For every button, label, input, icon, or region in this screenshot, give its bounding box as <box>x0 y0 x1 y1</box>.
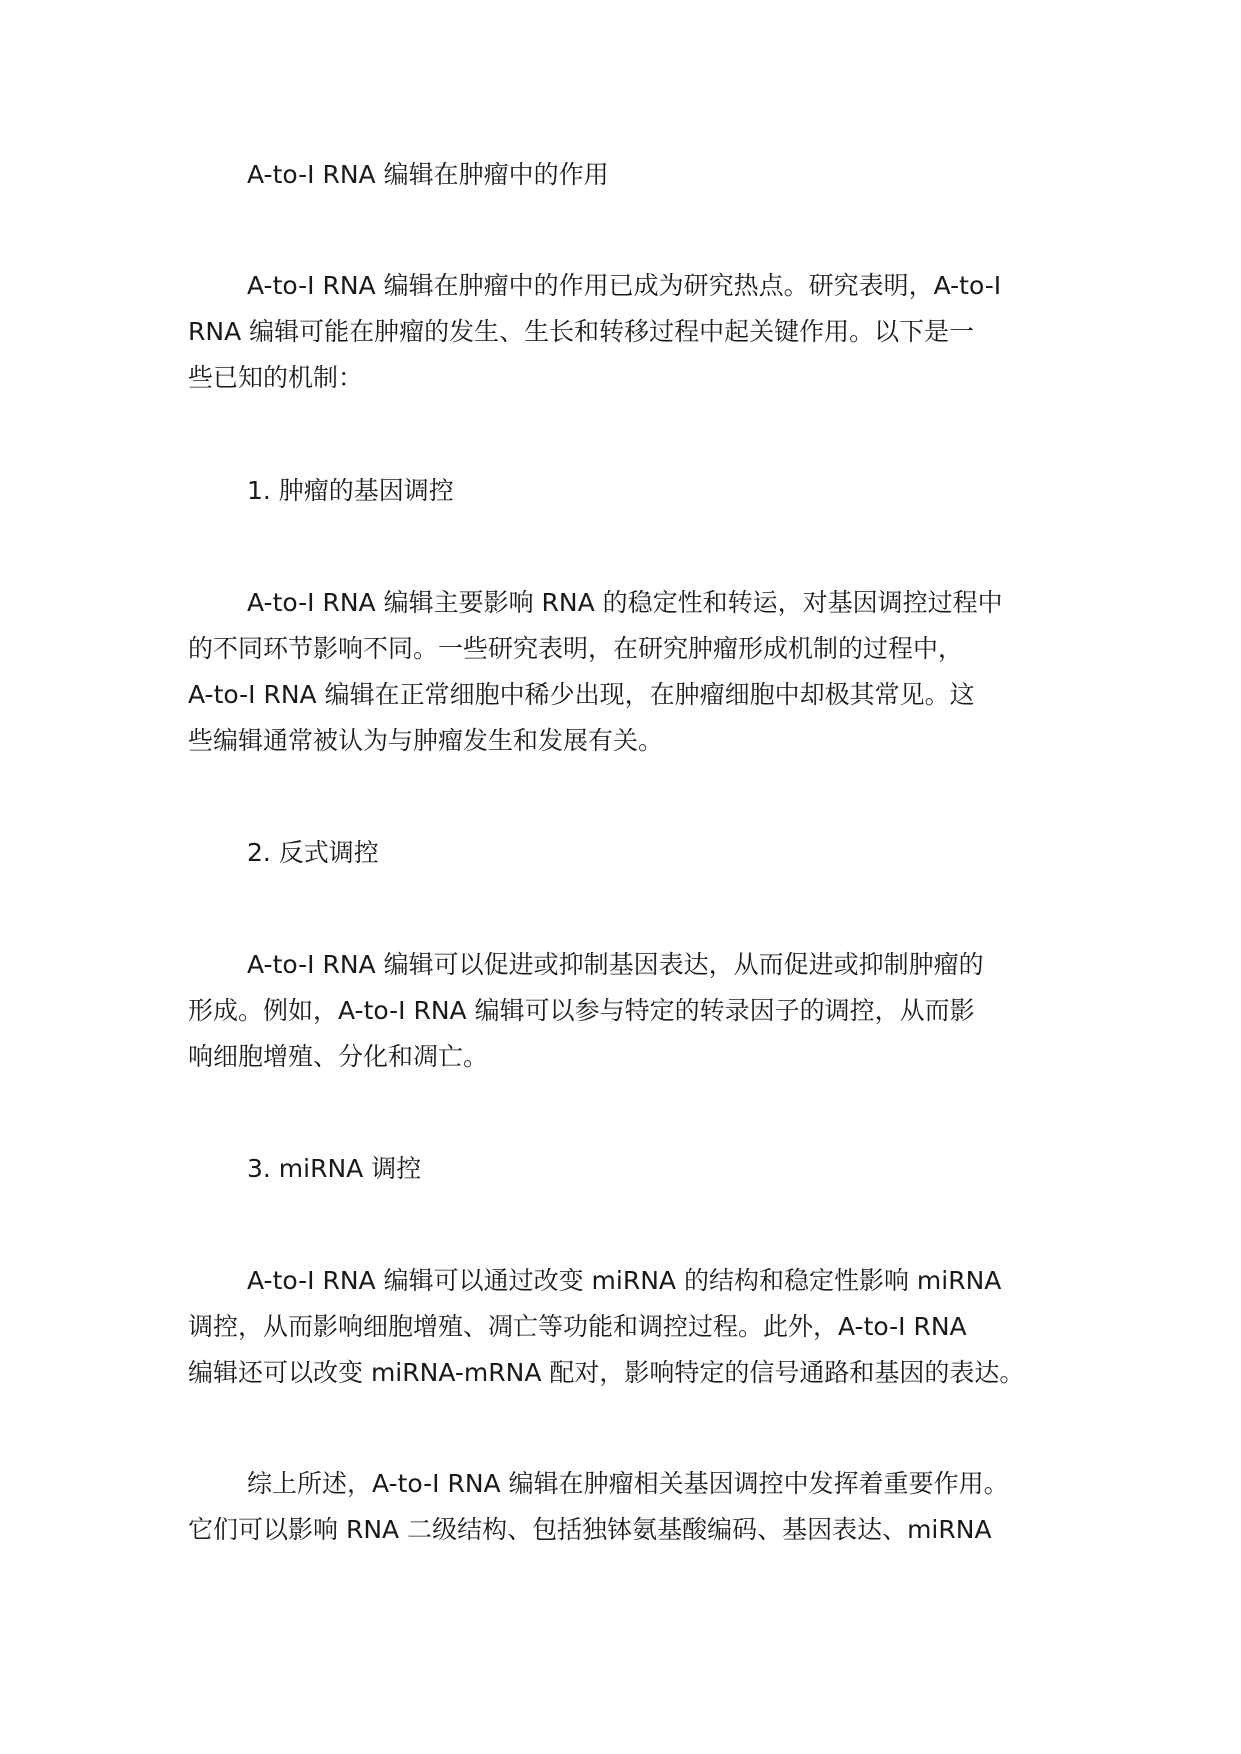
intro-line: A-to-I RNA 编辑在肿瘤中的作用已成为研究热点。研究表明，A-to-I <box>247 271 1002 300</box>
intro-line: 些已知的机制： <box>188 363 364 392</box>
section-line: A-to-I RNA 编辑在正常细胞中稀少出现，在肿瘤细胞中却极其常见。这 <box>188 680 975 709</box>
section-heading: 3. miRNA 调控 <box>247 1154 422 1183</box>
section-line: 响细胞增殖、分化和凋亡。 <box>188 1042 489 1071</box>
conclusion-line: 它们可以影响 RNA 二级结构、包括独钵氨基酸编码、基因表达、miRNA <box>188 1515 992 1544</box>
intro-line: RNA 编辑可能在肿瘤的发生、生长和转移过程中起关键作用。以下是一 <box>188 317 975 346</box>
section-line: 的不同环节影响不同。一些研究表明，在研究肿瘤形成机制的过程中， <box>188 634 964 663</box>
section-line: 编辑还可以改变 miRNA-mRNA 配对，影响特定的信号通路和基因的表达。 <box>188 1358 1025 1387</box>
section-heading: 2. 反式调控 <box>247 838 379 867</box>
section-heading: 1. 肿瘤的基因调控 <box>247 476 454 505</box>
section-line: 形成。例如，A-to-I RNA 编辑可以参与特定的转录因子的调控，从而影 <box>188 996 975 1025</box>
section-line: 些编辑通常被认为与肿瘤发生和发展有关。 <box>188 726 664 755</box>
document-title: A-to-I RNA 编辑在肿瘤中的作用 <box>247 160 609 189</box>
conclusion-line: 综上所述，A-to-I RNA 编辑在肿瘤相关基因调控中发挥着重要作用。 <box>247 1469 1009 1498</box>
section-line: A-to-I RNA 编辑可以促进或抑制基因表达，从而促进或抑制肿瘤的 <box>247 950 984 979</box>
section-line: A-to-I RNA 编辑主要影响 RNA 的稳定性和转运，对基因调控过程中 <box>247 588 1003 617</box>
section-line: 调控，从而影响细胞增殖、凋亡等功能和调控过程。此外，A-to-I RNA <box>188 1312 967 1341</box>
section-line: A-to-I RNA 编辑可以通过改变 miRNA 的结构和稳定性影响 miRNA <box>247 1266 1002 1295</box>
